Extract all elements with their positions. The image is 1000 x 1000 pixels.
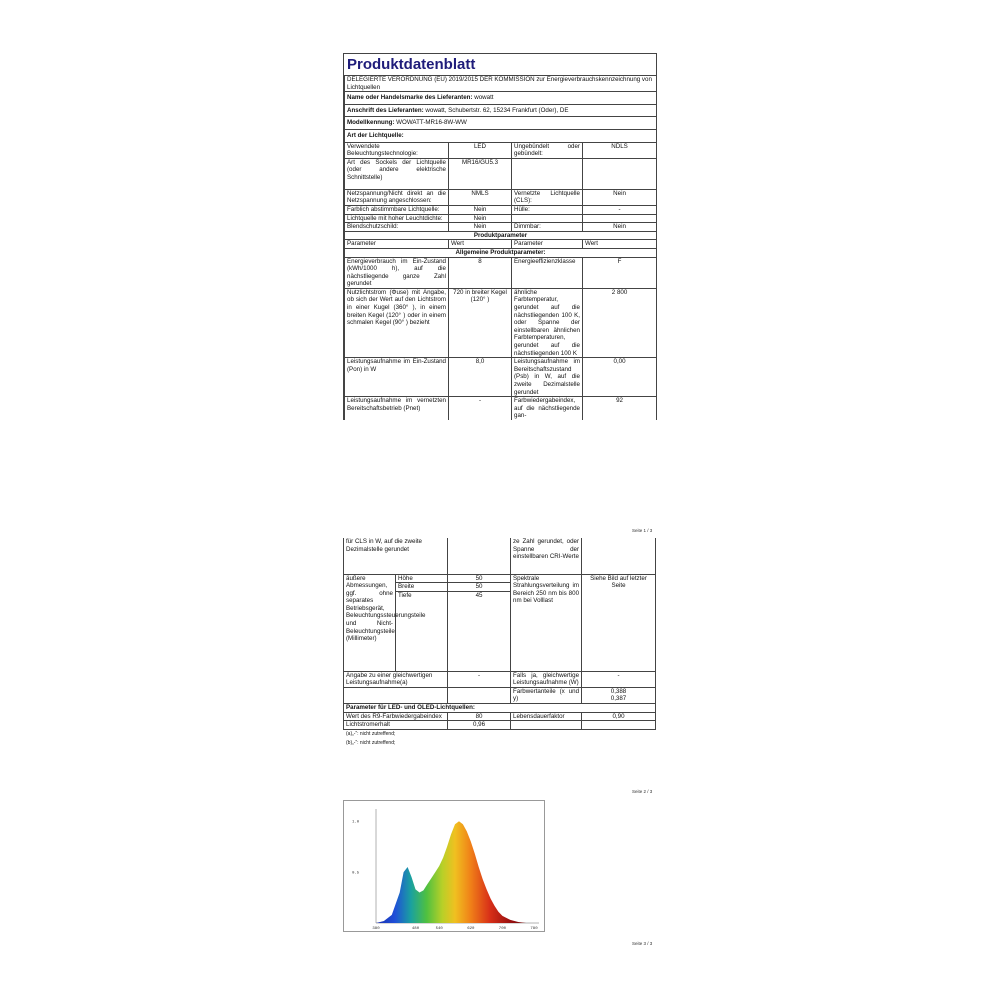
page-number: Seite 3 / 3	[632, 941, 653, 946]
dim-name: Tiefe	[396, 591, 448, 671]
type-value	[583, 214, 657, 223]
type-value: LED	[449, 142, 512, 158]
col-param: Parameter	[345, 240, 449, 249]
type-value: Nein	[449, 223, 512, 232]
page-1	[343, 53, 657, 420]
dim-name: Höhe	[396, 574, 448, 583]
table-row	[345, 223, 657, 232]
table-row	[345, 214, 657, 223]
spectrum-chart	[343, 800, 545, 932]
param-value: F	[583, 257, 657, 288]
table-row	[344, 721, 656, 730]
r9-label: Wert des R9-Farbwiedergabeindex	[344, 712, 448, 721]
supplier-address-row	[345, 104, 657, 117]
param-label: ze Zahl gerundet, oder Spanne der einstellbaren CRI-Werte	[511, 538, 582, 574]
table-row	[344, 574, 656, 583]
param-value: -	[449, 397, 512, 420]
param-value	[448, 538, 511, 574]
table-row	[344, 712, 656, 721]
model-id: WOWATT-MR16-8W-WW	[396, 119, 467, 127]
param-label: Nutzlichtstrom (Φuse) mit Angabe, ob sich der Wert auf den Lichtstrom in einer Kugel (360° ), in einem breiten Kegel (120° ) oder in einem schmalen Kegel (90° ) bezieht	[345, 288, 449, 357]
type-value: MR16/GU5.3	[449, 158, 512, 189]
type-label: Vernetzte Lichtquelle (CLS):	[512, 189, 583, 205]
light-source-type-header: Art der Lichtquelle:	[345, 129, 657, 142]
x-tick-label: 380	[372, 927, 380, 931]
lumen-maint-value: 0,96	[448, 721, 511, 730]
type-value	[583, 158, 657, 189]
type-label	[512, 214, 583, 223]
type-label: Farblich abstimmbare Lichtquelle:	[345, 205, 449, 214]
param-label: für CLS in W, auf die zweite Dezimalstelle gerundet	[344, 538, 448, 574]
equiv-value: -	[448, 671, 511, 687]
x-tick-label: 700	[498, 927, 507, 931]
param-label: Leistungsaufnahme im Ein-Zustand (Pon) in W	[345, 358, 449, 397]
col-param: Parameter	[512, 240, 583, 249]
param-label: Farbwiedergabeindex, auf die nächstliegende gan-	[512, 397, 583, 420]
page-number: Seite 2 / 3	[632, 789, 653, 794]
table-row	[345, 257, 657, 288]
page-2	[343, 538, 655, 748]
footnote-b: (b)„-“: nicht zutreffend;	[346, 739, 396, 746]
x-tick-label: 480	[411, 927, 420, 931]
empty-cell	[344, 687, 448, 703]
equiv-label-text: Angabe zu einer gleichwertigen Leistungsaufnahme(a)	[346, 671, 433, 687]
type-label: Blendschutzschild:	[345, 223, 449, 232]
r9-value: 80	[448, 712, 511, 721]
spectral-label: Spektrale Strahlungsverteilung im Bereich 250 nm bis 800 nm bei Volllast	[511, 574, 582, 671]
dim-name: Breite	[396, 583, 448, 592]
dim-value: 50	[448, 583, 511, 592]
table-row	[345, 288, 657, 357]
table-row	[344, 671, 656, 687]
param-label: ähnliche Farbtemperatur, gerundet auf die nächstliegenden 100 K, oder Spanne der einstellbaren ähnlichen Farbtemperaturen, gerundet auf die nächstliegenden 100 K	[512, 288, 583, 357]
dim-value: 50	[448, 574, 511, 583]
supplier-address-label: Anschrift des Lieferanten:	[347, 106, 424, 114]
supplier-name-label: Name oder Handelsmarke des Lieferanten:	[347, 94, 473, 102]
equiv-power-value: -	[582, 671, 656, 687]
spectral-value: Siehe Bild auf letzter Seite	[582, 574, 656, 671]
equiv-power-label: Falls ja, gleichwertige Leistungsaufnahme (W)	[511, 671, 582, 687]
model-label: Modellkennung:	[347, 119, 395, 127]
type-value: Nein	[449, 205, 512, 214]
col-value: Wert	[449, 240, 512, 249]
column-header-row	[345, 240, 657, 249]
type-value: Nein	[583, 223, 657, 232]
page-number: Seite 1 / 3	[632, 528, 653, 533]
chroma-y: 0,387	[610, 695, 627, 703]
spectrum-area	[376, 821, 534, 923]
type-label	[512, 158, 583, 189]
param-value: 0,00	[583, 358, 657, 397]
param-value: 2 800	[583, 288, 657, 357]
regulation-text: DELEGIERTE VERORDNUNG (EU) 2019/2015 DER KOMMISSION zur Energieverbrauchskennzeichnung von Lichtquellen	[345, 76, 657, 92]
dim-value: 45	[448, 591, 511, 671]
general-params-header: Allgemeine Produktparameter:	[345, 248, 657, 257]
y-tick-label: 0.5	[352, 871, 360, 876]
y-tick-label: 1.0	[352, 820, 360, 825]
table-row	[345, 358, 657, 397]
table-row	[345, 142, 657, 158]
param-label: Leistungsaufnahme im vernetzten Bereitschaftsbetrieb (Pnet)	[345, 397, 449, 420]
type-label: Hülle:	[512, 205, 583, 214]
equiv-label	[344, 671, 448, 687]
table-row	[344, 538, 656, 574]
led-params-header: Parameter für LED- und OLED-Lichtquellen:	[344, 704, 656, 713]
param-value: 8,0	[449, 358, 512, 397]
type-value: Nein	[583, 189, 657, 205]
params-table-continued	[343, 538, 656, 730]
page-title: Produktdatenblatt	[344, 54, 656, 76]
param-value: 92	[583, 397, 657, 420]
table-row	[345, 189, 657, 205]
chromaticity-label: Farbwertanteile (x und y)	[511, 687, 582, 703]
x-tick-label: 780	[530, 927, 538, 931]
empty-cell	[448, 687, 511, 703]
param-label: Energieverbrauch im Ein-Zustand (kWh/1000 h), auf die nächstliegende ganze Zahl gerundet	[345, 257, 449, 288]
param-value: 8	[449, 257, 512, 288]
type-label: Dimmbar:	[512, 223, 583, 232]
dimensions-label: äußere Abmessungen, ggf. ohne separates Betriebsgerät, Beleuchtungssteuerungsteile und Nicht-Beleuchtungsteile (Millimeter)	[344, 574, 396, 671]
empty-cell	[511, 721, 582, 730]
supplier-name: wowatt	[474, 94, 494, 102]
life-factor-label: Lebensdauerfaktor	[511, 712, 582, 721]
type-value: NMLS	[449, 189, 512, 205]
type-label: Art des Sockels der Lichtquelle (oder andere elektrische Schnittstelle)	[345, 158, 449, 189]
param-value	[582, 538, 656, 574]
param-value: 720 in breiter Kegel (120° )	[449, 288, 512, 357]
life-factor-value: 0,90	[582, 712, 656, 721]
table-row	[344, 687, 656, 703]
x-tick-label: 540	[435, 927, 443, 931]
supplier-name-row	[345, 92, 657, 105]
type-value: Nein	[449, 214, 512, 223]
type-label: Ungebündelt oder gebündelt:	[512, 142, 583, 158]
param-label: Energieeffizienzklasse	[512, 257, 583, 288]
table-row	[345, 205, 657, 214]
type-value: -	[583, 205, 657, 214]
type-label: Verwendete Beleuchtungstechnologie:	[345, 142, 449, 158]
chroma-x: 0,388	[610, 687, 627, 695]
col-value: Wert	[583, 240, 657, 249]
supplier-address: wowatt, Schubertstr. 62, 15234 Frankfurt (Oder), DE	[425, 106, 569, 114]
empty-cell	[582, 721, 656, 730]
lumen-maint-label: Lichtstromerhalt	[344, 721, 448, 730]
x-tick-label: 620	[467, 927, 475, 931]
table-row	[345, 397, 657, 420]
chromaticity-value	[582, 687, 656, 703]
spectrum-svg	[344, 801, 544, 931]
param-label: Leistungsaufnahme im Bereitschaftszustand (Psb) in W, auf die zweite Dezimalstelle gerundet	[512, 358, 583, 397]
footnote-a: (a)„-“: nicht zutreffend;	[346, 730, 396, 737]
type-label: Netzspannung/Nicht direkt an die Netzspannung angeschlossen:	[345, 189, 449, 205]
model-row	[345, 117, 657, 130]
type-label: Lichtquelle mit hoher Leuchtdichte:	[345, 214, 449, 223]
type-value: NDLS	[583, 142, 657, 158]
table-row	[345, 158, 657, 189]
product-params-header: Produktparameter	[345, 231, 657, 240]
header-table	[344, 76, 657, 420]
